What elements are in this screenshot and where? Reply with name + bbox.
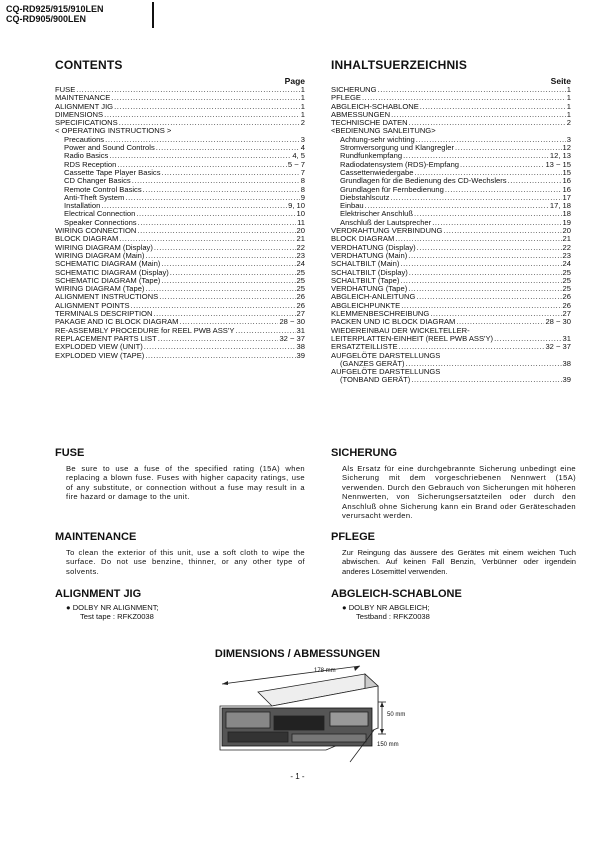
height-label: 50 mm: [387, 712, 406, 718]
toc-entry-title: Power and Sound Controls: [64, 143, 155, 153]
toc-leader-dots: [400, 260, 561, 268]
toc-entry-page: 32 ~ 37: [279, 333, 305, 343]
toc-leader-dots: [437, 127, 570, 135]
toc-entry-title: (TONBAND GERÄT): [340, 375, 411, 385]
sicherung-text: Als Ersatz für eine durchgebrannte Sicherung unbedingt eine Sicherung mit dem vorgeschriebenen Nennwert (15A) verwenden. Durch den Gebrauch von Sicherungen mit höheren Nennwerten, von Sicherungsersatzteilen oder durch den Anschluß ohne Sicherung kann ein Brand oder Geräteschaden verursacht werden.: [342, 464, 576, 521]
toc-entry-page: 39: [562, 375, 571, 385]
toc-entry-title: Diebstahlscutz: [340, 192, 390, 202]
toc-entry-page: 32 ~ 37: [545, 342, 571, 352]
toc-leader-dots: [156, 144, 300, 152]
toc-entry-page: 26: [562, 292, 571, 302]
toc-entry-page: 16: [562, 184, 571, 194]
toc-leader-dots: [400, 277, 561, 285]
toc-entry-title: ERSATZTEILLISTE: [331, 342, 398, 352]
abgleich-tape: Testband : RFKZ0038: [356, 612, 430, 622]
toc-leader-dots: [170, 269, 296, 277]
toc-entry-title: BLOCK DIAGRAM: [331, 234, 395, 244]
toc-leader-dots: [132, 177, 300, 185]
contents-list: [55, 86, 305, 360]
toc-entry-title: ABMESSUNGEN: [331, 109, 391, 119]
toc-entry-page: 10: [296, 209, 305, 219]
toc-entry-page: 18: [562, 209, 571, 219]
fuse-title: FUSE: [55, 447, 85, 459]
toc-entry-title: < OPERATING INSTRUCTIONS >: [55, 126, 172, 136]
toc-entry-page: 19: [562, 217, 571, 227]
alignment-jig-section: [55, 588, 305, 622]
toc-entry-page: 4: [300, 143, 305, 153]
toc-entry: [331, 376, 571, 384]
toc-leader-dots: [158, 335, 279, 343]
toc-entry-title: AUFGELÖTE DARSTELLUNGS: [331, 367, 441, 377]
toc-leader-dots: [391, 111, 566, 119]
toc-leader-dots: [508, 177, 562, 185]
toc-entry-page: 21: [296, 234, 305, 244]
maintenance-title: MAINTENANCE: [55, 531, 137, 543]
toc-entry-title: ABGLEICH-ANLEITUNG: [331, 292, 416, 302]
toc-entry-title: RDS Reception: [64, 159, 117, 169]
toc-entry-title: SCHALTBILT (Tape): [331, 275, 400, 285]
alignment-jig-bullet: ● DOLBY NR ALIGNMENT;: [66, 603, 159, 612]
toc-leader-dots: [111, 94, 299, 102]
toc-entry: [55, 352, 305, 360]
toc-entry-page: 2: [300, 118, 305, 128]
toc-entry-page: 31: [562, 333, 571, 343]
toc-entry-title: FUSE: [55, 85, 76, 94]
toc-entry-page: 11: [297, 217, 305, 227]
toc-entry-title: WIEDEREINBAU DER WICKELTELLER-: [331, 325, 470, 335]
alignment-jig-title: ALIGNMENT JIG: [55, 588, 142, 600]
display-window: [274, 716, 324, 730]
toc-entry-title: Radio Basics: [64, 151, 109, 161]
toc-entry-title: Remote Control Basics: [64, 184, 142, 194]
toc-entry-page: 8: [300, 184, 305, 194]
toc-leader-dots: [408, 285, 561, 293]
toc-entry-page: 25: [562, 284, 571, 294]
toc-entry-title: Radiodatensystem (RDS)-Empfang: [340, 159, 460, 169]
toc-entry-title: VERDRAHTUNG VERBINDUNG: [331, 226, 443, 236]
toc-entry-page: 2: [566, 118, 571, 128]
toc-entry-title: SCHEMATIC DIAGRAM (Main): [55, 259, 161, 269]
toc-leader-dots: [408, 252, 561, 260]
toc-leader-dots: [432, 219, 561, 227]
toc-entry-title: BLOCK DIAGRAM: [55, 234, 119, 244]
toc-entry-title: VERDHATUNG (Tape): [331, 284, 408, 294]
toc-entry-page: 17, 18: [549, 201, 571, 211]
toc-leader-dots: [138, 219, 297, 227]
toc-leader-dots: [144, 343, 296, 351]
toc-entry-page: 22: [296, 242, 305, 252]
toc-entry-page: 1: [566, 85, 571, 94]
toc-entry-page: 25: [562, 275, 571, 285]
toc-entry-title: ALIGNMENT INSTRUCTIONS: [55, 292, 159, 302]
toc-entry: [331, 86, 571, 94]
inhalt-column: [331, 58, 571, 385]
toc-entry-title: ABGLEICHPUNKTE: [331, 300, 401, 310]
toc-entry-title: ALIGNMENT JIG: [55, 101, 114, 111]
toc-entry-page: 27: [562, 309, 571, 319]
toc-entry-title: WIRING DIAGRAM (Display): [55, 242, 153, 252]
toc-entry-page: 15: [562, 167, 571, 177]
toc-leader-dots: [417, 244, 562, 252]
toc-leader-dots: [455, 144, 562, 152]
width-label: 178 mm: [314, 668, 336, 674]
toc-entry-title: RE-ASSEMBLY PROCEDURE for REEL PWB ASS'Y: [55, 325, 235, 335]
toc-entry-page: 38: [562, 358, 571, 368]
toc-entry-title: <BEDIENUNG SANLEITUNG>: [331, 126, 436, 136]
toc-entry-page: 20: [296, 226, 305, 236]
toc-entry-page: 21: [562, 234, 571, 244]
toc-entry-title: LEITERPLATTEN-EINHEIT (REEL PWB ASS'Y): [331, 333, 494, 343]
toc-entry: [331, 194, 571, 202]
toc-entry-title: WIRING DIAGRAM (Tape): [55, 284, 145, 294]
toc-entry-title: Elektrischer Anschluß: [340, 209, 414, 219]
toc-leader-dots: [114, 103, 300, 111]
toc-entry-title: KLEMMENBESCHREIBUNG: [331, 309, 430, 319]
toc-entry-title: EXPLODED VIEW (TAPE): [55, 350, 145, 360]
toc-entry-page: 9, 10: [288, 201, 305, 211]
maintenance-section: [55, 531, 305, 576]
toc-leader-dots: [460, 161, 544, 169]
toc-entry-title: VERDHATUNG (Display): [331, 242, 416, 252]
toc-entry-title: TERMINALS DESCRIPTION: [55, 309, 153, 319]
toc-entry-title: PFLEGE: [331, 93, 361, 103]
model-line-1: CQ-RD925/915/910LEN: [6, 4, 104, 14]
toc-entry-title: WIRING CONNECTION: [55, 226, 137, 236]
sicherung-section: [331, 447, 576, 520]
toc-entry-page: 23: [562, 250, 571, 260]
toc-entry-title: Installation: [64, 201, 101, 211]
toc-entry-page: 1: [300, 93, 305, 103]
toc-leader-dots: [136, 210, 295, 218]
toc-entry-page: 22: [562, 242, 571, 252]
toc-leader-dots: [395, 235, 561, 243]
toc-leader-dots: [159, 293, 295, 301]
toc-entry-page: 24: [296, 259, 305, 269]
toc-entry-page: 25: [562, 267, 571, 277]
toc-leader-dots: [411, 376, 561, 384]
toc-entry-title: SCHEMATIC DIAGRAM (Tape): [55, 275, 161, 285]
toc-leader-dots: [441, 352, 570, 360]
toc-leader-dots: [131, 302, 296, 310]
toc-entry-page: 1: [566, 109, 571, 119]
fuse-section: [55, 447, 305, 502]
toc-entry-title: VERDHATUNG (Main): [331, 250, 408, 260]
toc-entry-page: 1: [300, 101, 305, 111]
toc-entry-title: ABGLEICH-SCHABLONE: [331, 101, 419, 111]
toc-entry-page: 38: [296, 342, 305, 352]
toc-entry-page: 31: [296, 325, 305, 335]
toc-entry-page: 39: [296, 350, 305, 360]
header-divider: [152, 2, 154, 28]
toc-entry-title: AUFGELÖTE DARSTELLUNGS: [331, 350, 441, 360]
toc-entry-page: 12, 13: [549, 151, 571, 161]
toc-leader-dots: [445, 186, 562, 194]
depth-label: 150 mm: [377, 742, 399, 748]
toc-leader-dots: [125, 194, 299, 202]
inhalt-list: [331, 86, 571, 385]
toc-entry-page: 12: [562, 143, 571, 153]
toc-leader-dots: [414, 210, 562, 218]
toc-leader-dots: [145, 252, 295, 260]
sicherung-title: SICHERUNG: [331, 447, 398, 459]
toc-leader-dots: [416, 293, 561, 301]
toc-entry-title: Rundfunkempfang: [340, 151, 403, 161]
toc-leader-dots: [161, 277, 295, 285]
toc-entry-page: 26: [296, 300, 305, 310]
page-number: - 1 -: [290, 772, 305, 781]
toc-entry-page: 23: [296, 250, 305, 260]
maintenance-text: To clean the exterior of this unit, use a soft cloth to wipe the surface. Do not use benzine, thinner, or any other type of solvents.: [66, 548, 305, 576]
toc-leader-dots: [390, 194, 561, 202]
toc-entry-page: 28 ~ 30: [279, 317, 305, 327]
seite-column-label: Seite: [550, 76, 571, 86]
abgleich-bullet: ● DOLBY NR ABGLEICH;: [342, 603, 430, 612]
toc-entry-page: 3: [566, 134, 571, 144]
toc-entry-title: WIRING DIAGRAM (Main): [55, 250, 145, 260]
contents-title: CONTENTS: [55, 58, 123, 72]
toc-entry-page: 28 ~ 30: [545, 317, 571, 327]
page-column-label: Page: [284, 76, 305, 86]
toc-entry-page: 9: [300, 192, 305, 202]
toc-leader-dots: [145, 285, 295, 293]
toc-leader-dots: [137, 227, 295, 235]
toc-leader-dots: [145, 352, 295, 360]
toc-entry-title: Speaker Connections: [64, 217, 137, 227]
toc-entry-page: 27: [296, 309, 305, 319]
toc-entry-title: REPLACEMENT PARTS LIST: [55, 333, 157, 343]
toc-entry-page: 17: [562, 192, 571, 202]
toc-leader-dots: [161, 260, 295, 268]
inhalt-title: INHALTSUERZEICHNIS: [331, 58, 468, 72]
toc-entry-page: 25: [296, 275, 305, 285]
toc-entry-page: 13 ~ 15: [545, 159, 571, 169]
fuse-text: Be sure to use a fuse of the specified rating (15A) when replacing a blown fuse. Fuses with higher capacity ratings, use of any substitute, or connection without a fuse may result in a fire hazard or damage to the unit.: [66, 464, 305, 502]
toc-entry-title: Cassette Tape Player Basics: [64, 167, 161, 177]
toc-entry-page: 25: [296, 284, 305, 294]
toc-entry-title: CD Changer Basics: [64, 176, 131, 186]
toc-entry-title: (GANZES GERÄT): [340, 358, 405, 368]
toc-leader-dots: [378, 86, 566, 94]
pflege-title: PFLEGE: [331, 531, 376, 543]
toc-entry-title: Achtung-sehr wichting: [340, 134, 415, 144]
toc-entry-page: 24: [562, 259, 571, 269]
alignment-jig-tape: Test tape : RFKZ0038: [80, 612, 154, 622]
toc-leader-dots: [441, 368, 570, 376]
toc-leader-dots: [172, 127, 304, 135]
toc-entry-title: SCHALTBILT (Display): [331, 267, 408, 277]
toc-entry-title: Anschluß der Lautsprecher: [340, 217, 432, 227]
toc-entry-title: Einbau: [340, 201, 364, 211]
toc-entry-title: EXPLODED VIEW (UNIT): [55, 342, 143, 352]
model-header: [6, 4, 104, 24]
model-line-2: CQ-RD905/900LEN: [6, 14, 87, 24]
toc-entry-title: MAINTENANCE: [55, 93, 111, 103]
toc-entry-title: Electrical Connection: [64, 209, 136, 219]
dimensions-drawing: [200, 664, 430, 768]
toc-leader-dots: [109, 152, 291, 160]
toc-entry-title: ALIGNMENT POINTS: [55, 300, 130, 310]
toc-entry-title: Precautions: [64, 134, 105, 144]
toc-entry-page: 1: [300, 85, 305, 94]
toc-entry-title: PAKAGE AND IC BLOCK DIAGRAM: [55, 317, 179, 327]
toc-entry-title: Anti-Theft System: [64, 192, 125, 202]
toc-leader-dots: [104, 111, 300, 119]
toc-entry-page: 26: [296, 292, 305, 302]
toc-entry-title: Grundlagen für die Bedienung des CD-Wechslers: [340, 176, 507, 186]
toc-entry-page: 3: [300, 134, 305, 144]
toc-leader-dots: [443, 227, 561, 235]
toc-entry-page: 7: [300, 167, 305, 177]
toc-entry-title: SCHEMATIC DIAGRAM (Display): [55, 267, 169, 277]
toc-entry-page: 20: [562, 226, 571, 236]
toc-entry-page: 8: [300, 176, 305, 186]
toc-entry-page: 1: [300, 109, 305, 119]
toc-leader-dots: [420, 103, 566, 111]
pflege-text: Zur Reingung das äussere des Gerätes mit einem weichen Tuch abwischen. Auf keinen Fall Benzin, Verbünner oder irgendein anderes Lösemittel verwenden.: [342, 548, 576, 576]
toc-entry-title: Cassettenwiedergabe: [340, 167, 414, 177]
toc-leader-dots: [409, 269, 562, 277]
toc-entry-title: SPECIFICATIONS: [55, 118, 118, 128]
contents-column: [55, 58, 305, 360]
toc-entry-title: SCHALTBILT (Main): [331, 259, 400, 269]
toc-entry-title: Stromversorgung und Klangregler: [340, 143, 454, 153]
toc-leader-dots: [143, 186, 300, 194]
toc-leader-dots: [154, 244, 296, 252]
toc-entry-page: 4, 5: [292, 151, 305, 161]
toc-entry-title: Grundlagen für Fernbedienung: [340, 184, 444, 194]
toc-entry-page: 16: [562, 176, 571, 186]
toc-entry-title: TECHNISCHE DATEN: [331, 118, 408, 128]
toc-entry-title: DIMENSIONS: [55, 109, 104, 119]
toc-entry-page: 5 ~ 7: [287, 159, 305, 169]
abgleich-title: ABGLEICH-SCHABLONE: [331, 588, 462, 600]
abgleich-section: [331, 588, 581, 622]
toc-entry-title: SICHERUNG: [331, 85, 377, 94]
toc-leader-dots: [162, 169, 300, 177]
pflege-section: [331, 531, 576, 576]
dimensions-title: DIMENSIONS / ABMESSUNGEN: [214, 648, 381, 660]
toc-entry-page: 26: [562, 300, 571, 310]
toc-entry-page: 25: [296, 267, 305, 277]
toc-entry-page: 1: [566, 93, 571, 103]
toc-entry-title: PACKEN UND IC BLOCK DIAGRAM: [331, 317, 456, 327]
toc-entry-page: 1: [566, 101, 571, 111]
